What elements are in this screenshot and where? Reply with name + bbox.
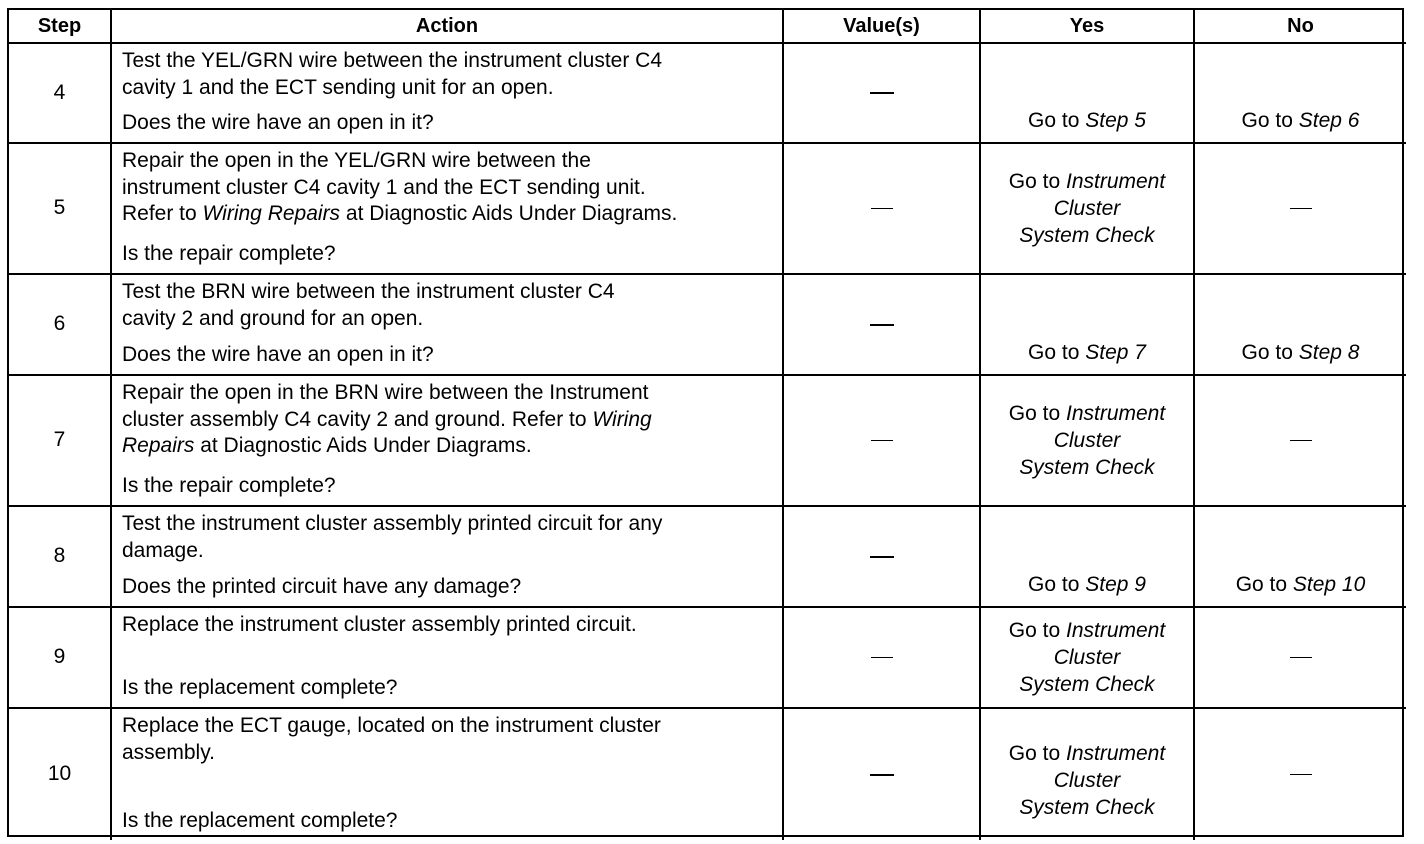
dash-icon <box>1290 774 1312 775</box>
go-to-text: Go to <box>1241 340 1299 364</box>
step-number: 6 <box>9 275 112 376</box>
value-cell <box>784 709 981 840</box>
diagnostic-table <box>7 8 1404 837</box>
go-to-text: Go to <box>1008 170 1066 193</box>
step-number: 5 <box>9 144 112 275</box>
action-cell <box>112 144 784 275</box>
action-cell <box>112 608 784 709</box>
action-text: Refer to <box>122 202 203 225</box>
action-question: Is the repair complete? <box>122 473 336 497</box>
action-question: Is the replacement complete? <box>122 808 398 832</box>
step-reference-link[interactable]: Step 9 <box>1085 572 1146 596</box>
step-number: 9 <box>9 608 112 709</box>
step-reference-link[interactable]: Step 10 <box>1292 572 1366 596</box>
no-cell <box>1195 608 1406 709</box>
go-to-text: Go to <box>1028 572 1086 596</box>
yes-cell <box>981 709 1195 840</box>
action-cell <box>112 507 784 608</box>
go-to-text: Go to <box>1235 572 1293 596</box>
action-line: Replace the ECT gauge, located on the instrument cluster <box>122 714 661 737</box>
cluster-reference-link[interactable]: Cluster <box>1053 197 1121 220</box>
system-check-reference-link[interactable]: System Check <box>1019 456 1155 479</box>
header-step: Step <box>9 10 112 44</box>
dash-icon <box>1290 208 1312 209</box>
action-line: instrument cluster C4 cavity 1 and the ECT sending unit. <box>122 175 646 199</box>
action-question: Is the repair complete? <box>122 241 336 265</box>
go-to-text: Go to <box>1241 108 1299 132</box>
wiring-repairs-reference[interactable]: Wiring Repairs <box>202 202 341 225</box>
step-number: 10 <box>9 709 112 840</box>
action-question: Is the replacement complete? <box>122 675 398 699</box>
instrument-reference-link[interactable]: Instrument <box>1065 170 1166 193</box>
step-reference-link[interactable]: Step 8 <box>1298 340 1360 364</box>
dash-icon <box>1290 657 1312 658</box>
step-number: 7 <box>9 376 112 507</box>
step-number: 8 <box>9 507 112 608</box>
action-line: Repair the open in the YEL/GRN wire between the <box>122 149 591 172</box>
action-question: Does the wire have an open in it? <box>122 110 434 134</box>
action-cell <box>112 376 784 507</box>
dash-icon <box>1290 440 1312 441</box>
action-question: Does the printed circuit have any damage? <box>122 574 522 598</box>
action-line: Replace the instrument cluster assembly printed circuit. <box>122 613 637 636</box>
yes-cell <box>981 376 1195 507</box>
action-line: assembly. <box>122 740 215 764</box>
cluster-reference-link[interactable]: Cluster <box>1053 646 1121 669</box>
yes-cell <box>981 144 1195 275</box>
value-cell <box>784 608 981 709</box>
cluster-reference-link[interactable]: Cluster <box>1053 429 1121 452</box>
action-line: cavity 2 and ground for an open. <box>122 306 424 330</box>
header-values: Value(s) <box>784 10 981 44</box>
value-cell <box>784 275 981 376</box>
action-text: at Diagnostic Aids Under Diagrams. <box>194 434 532 457</box>
go-to-text: Go to <box>1008 619 1066 642</box>
dash-icon <box>870 92 894 94</box>
step-reference-link[interactable]: Step 6 <box>1298 108 1360 132</box>
go-to-text: Go to <box>1008 742 1066 765</box>
action-cell <box>112 709 784 840</box>
value-cell <box>784 507 981 608</box>
dash-icon <box>870 774 894 776</box>
dash-icon <box>871 440 893 441</box>
dash-icon <box>870 324 894 326</box>
no-cell <box>1195 275 1406 376</box>
yes-cell <box>981 44 1195 144</box>
action-line <box>122 407 774 434</box>
no-cell <box>1195 709 1406 840</box>
value-cell <box>784 376 981 507</box>
value-cell <box>784 144 981 275</box>
go-to-text: Go to <box>1008 402 1066 425</box>
yes-cell <box>981 507 1195 608</box>
step-number: 4 <box>9 44 112 144</box>
action-line: damage. <box>122 538 204 562</box>
step-reference-link[interactable]: Step 7 <box>1085 340 1146 364</box>
instrument-reference-link[interactable]: Instrument <box>1065 402 1166 425</box>
action-line <box>122 433 774 460</box>
instrument-reference-link[interactable]: Instrument <box>1065 742 1166 765</box>
action-text: cluster assembly C4 cavity 2 and ground. Refer to <box>122 407 593 431</box>
header-no: No <box>1195 10 1406 44</box>
go-to-text: Go to <box>1028 108 1086 132</box>
step-reference-link[interactable]: Step 5 <box>1085 108 1146 132</box>
dash-icon <box>870 556 894 558</box>
action-line: cavity 1 and the ECT sending unit for an open. <box>122 75 554 99</box>
yes-cell <box>981 275 1195 376</box>
action-line: Test the BRN wire between the instrument cluster C4 <box>122 280 615 303</box>
value-cell <box>784 44 981 144</box>
no-cell <box>1195 507 1406 608</box>
go-to-text: Go to <box>1028 340 1086 364</box>
no-cell <box>1195 144 1406 275</box>
wiring-repairs-reference[interactable]: Wiring <box>592 407 652 431</box>
action-line <box>122 201 774 228</box>
action-text: at Diagnostic Aids Under Diagrams. <box>340 202 678 225</box>
no-cell <box>1195 376 1406 507</box>
instrument-reference-link[interactable]: Instrument <box>1065 619 1166 642</box>
dash-icon <box>871 657 893 658</box>
dash-icon <box>871 208 893 209</box>
action-cell <box>112 275 784 376</box>
action-line: Test the instrument cluster assembly printed circuit for any <box>122 512 663 535</box>
action-question: Does the wire have an open in it? <box>122 342 434 366</box>
header-action: Action <box>112 10 784 44</box>
system-check-reference-link[interactable]: System Check <box>1019 796 1155 819</box>
no-cell <box>1195 44 1406 144</box>
header-yes: Yes <box>981 10 1195 44</box>
yes-cell <box>981 608 1195 709</box>
action-cell <box>112 44 784 144</box>
cluster-reference-link[interactable]: Cluster <box>1053 769 1121 792</box>
wiring-repairs-reference[interactable]: Repairs <box>122 434 195 457</box>
action-line: Test the YEL/GRN wire between the instrument cluster C4 <box>122 49 663 72</box>
system-check-reference-link[interactable]: System Check <box>1019 224 1155 247</box>
action-line: Repair the open in the BRN wire between the Instrument <box>122 381 649 404</box>
system-check-reference-link[interactable]: System Check <box>1019 673 1155 696</box>
